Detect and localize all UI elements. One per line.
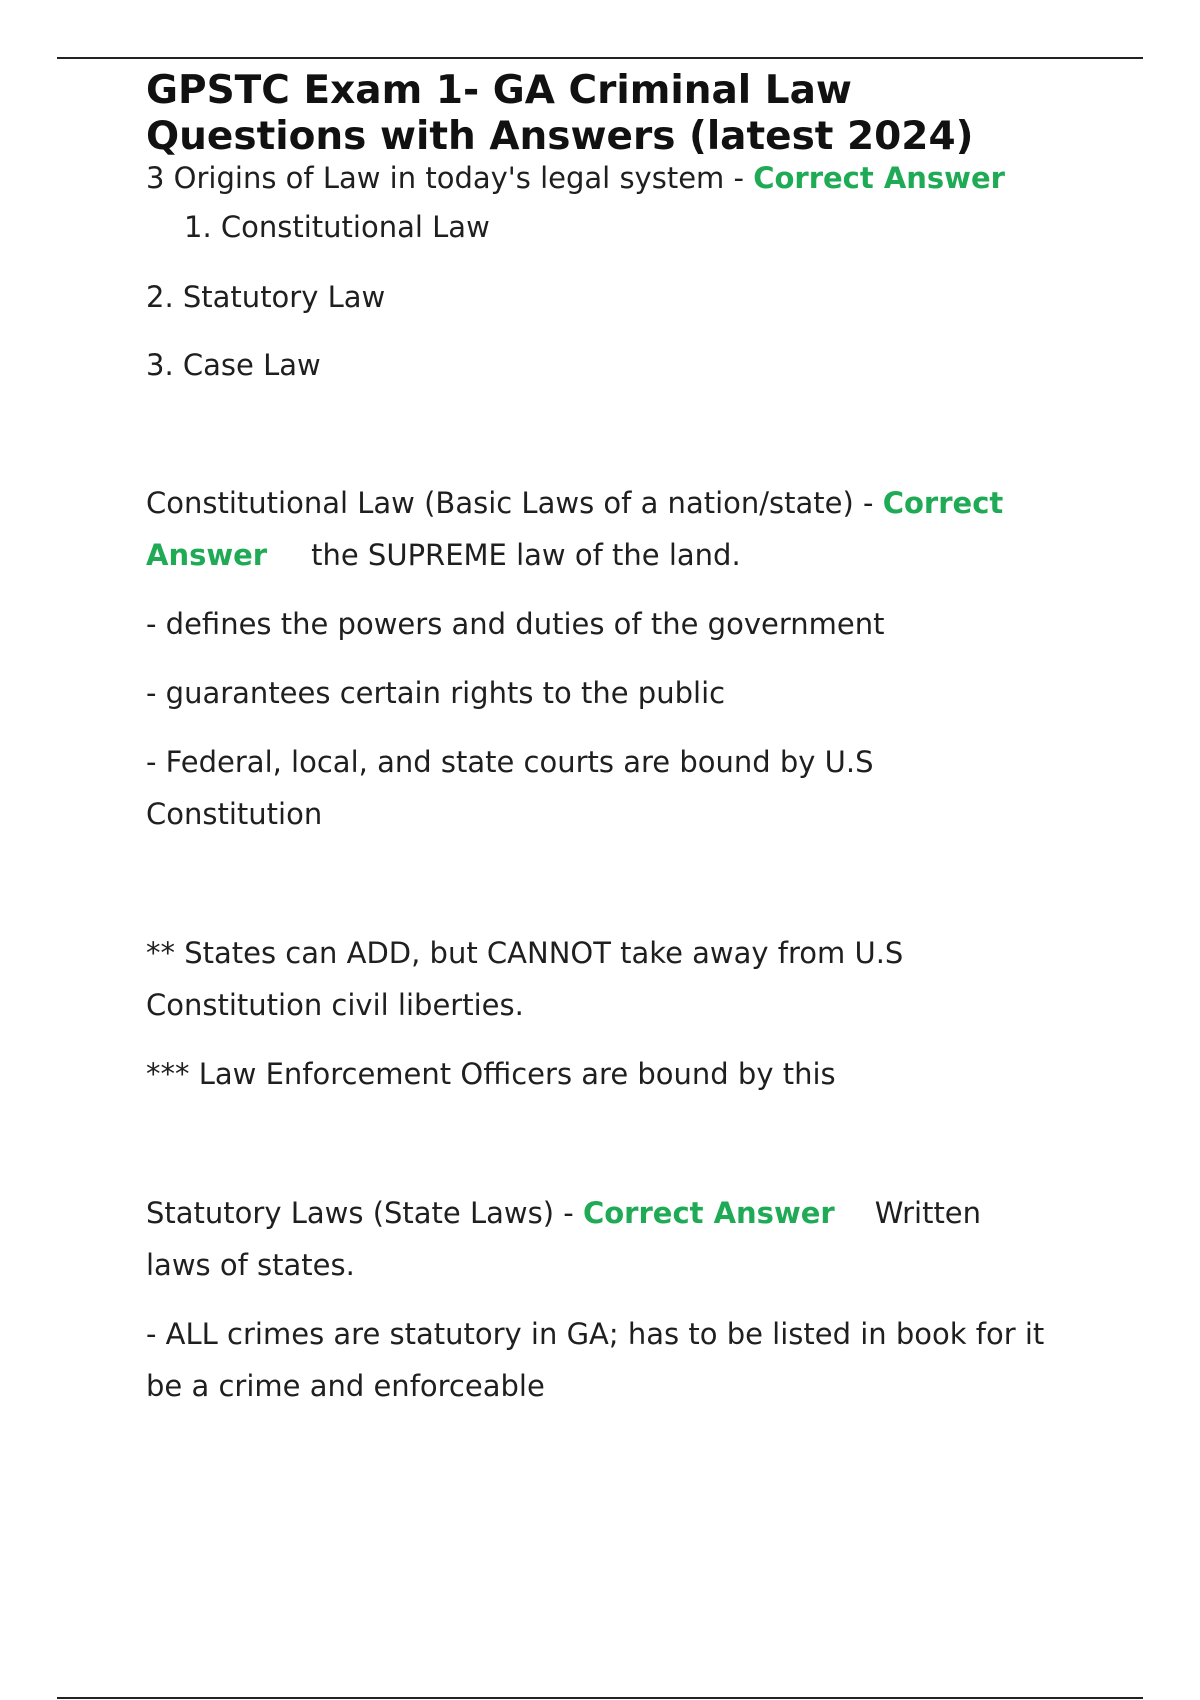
correct-answer-label-cont: Answer <box>146 538 268 572</box>
answer-2-note-2: *** Law Enforcement Officers are bound by this <box>146 1057 836 1091</box>
title-line-1: GPSTC Exam 1- GA Criminal Law <box>146 68 852 113</box>
question-2 <box>146 477 1106 529</box>
bottom-divider <box>57 1697 1143 1699</box>
correct-answer-label: Correct <box>882 486 1004 520</box>
question-1 <box>146 162 1106 194</box>
document-title <box>146 68 1106 160</box>
answer-2-note-1: ** States can ADD, but CANNOT take away from U.S <box>146 936 904 970</box>
answer-3-bullet-1-cont: be a crime and enforceable <box>146 1369 545 1403</box>
answer-2-bullet-3: - Federal, local, and state courts are bound by U.S <box>146 745 874 779</box>
answer-2-text: the SUPREME law of the land. <box>311 538 741 572</box>
answer-2-bullet-3-cont: Constitution <box>146 797 323 831</box>
question-1-text: 3 Origins of Law in today's legal system - <box>146 161 754 195</box>
answer-1-item-3: 3. Case Law <box>146 348 321 382</box>
answer-2-bullet-1: - defines the powers and duties of the government <box>146 607 885 641</box>
answer-2-bullet-2: - guarantees certain rights to the public <box>146 676 726 710</box>
question-3-text: Statutory Laws (State Laws) - <box>146 1196 583 1230</box>
top-divider <box>57 57 1143 59</box>
question-3 <box>146 1187 1106 1239</box>
correct-answer-label: Correct Answer <box>753 161 1005 195</box>
title-line-2: Questions with Answers (latest 2024) <box>146 114 974 159</box>
answer-2-line <box>146 529 1106 581</box>
answer-2-note-1-cont: Constitution civil liberties. <box>146 988 524 1022</box>
answer-3-text: Written <box>874 1196 982 1230</box>
answer-1-item-2: 2. Statutory Law <box>146 280 386 314</box>
answer-3-text-cont: laws of states. <box>146 1248 355 1282</box>
answer-1-item-1: 1. Constitutional Law <box>184 210 490 244</box>
correct-answer-label: Correct Answer <box>582 1196 835 1230</box>
document-body <box>146 68 1106 1412</box>
answer-3-bullet-1: - ALL crimes are statutory in GA; has to be listed in book for it <box>146 1317 1045 1351</box>
question-2-text: Constitutional Law (Basic Laws of a nation/state) - <box>146 486 883 520</box>
